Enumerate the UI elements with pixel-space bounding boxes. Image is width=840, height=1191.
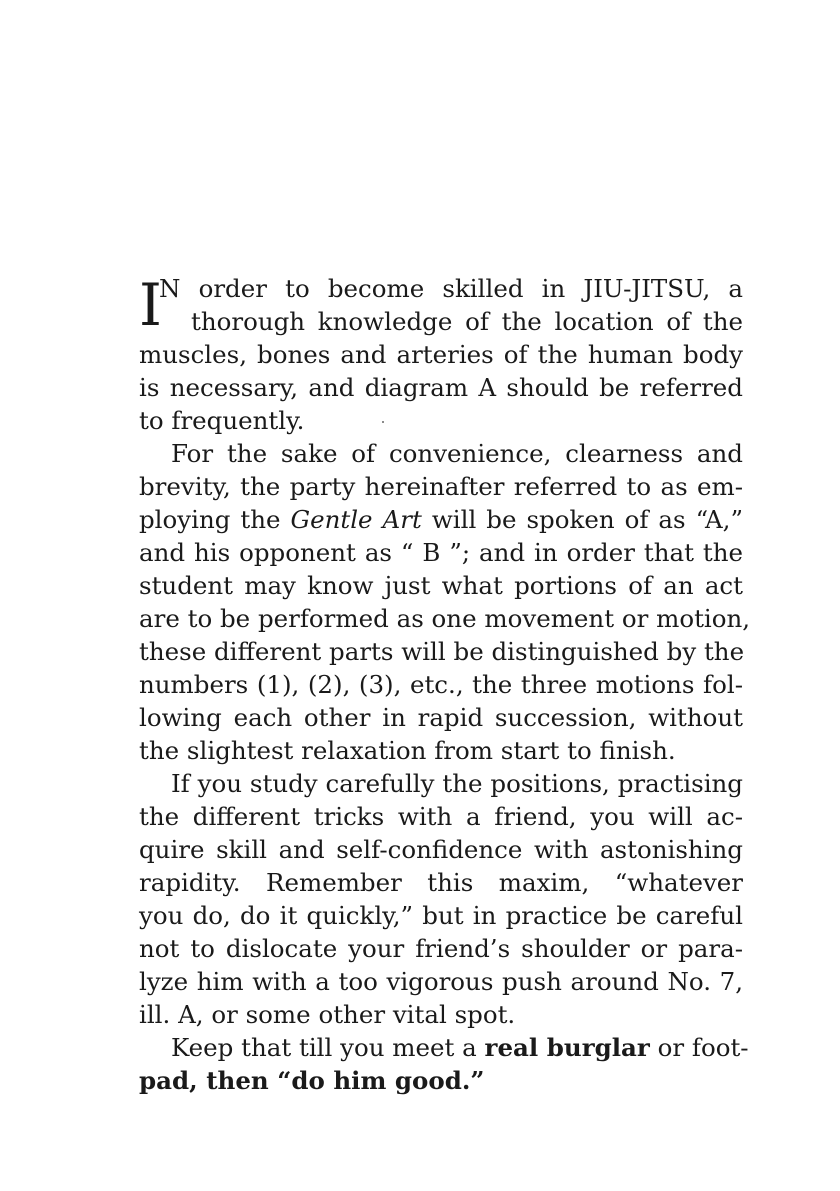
paragraph-2 — [139, 437, 751, 767]
text-segment: ploying the — [139, 505, 281, 534]
text-line: the slightest relaxation from start to finish. — [139, 736, 676, 765]
body-text — [139, 272, 751, 1097]
ink-speck — [382, 421, 384, 423]
bold-text: real burglar — [484, 1033, 650, 1062]
text-line: pad, then “do him good.” — [139, 1066, 485, 1095]
text-line: For the sake of convenience, clearness and — [171, 439, 743, 468]
text-line: muscles, bones and arteries of the human body — [139, 340, 743, 369]
text-line: the different tricks with a friend, you will ac- — [139, 802, 743, 831]
text-line: student may know just what portions of an act — [139, 571, 743, 600]
text-line — [139, 503, 743, 536]
text-line: quire skill and self-confidence with astonishing — [139, 835, 743, 864]
paragraph-1 — [139, 272, 743, 437]
text-line: thorough knowledge of the location of the — [191, 307, 743, 336]
text-line: numbers (1), (2), (3), etc., the three motions fol- — [139, 670, 743, 699]
text-line: ill. A, or some other vital spot. — [139, 1000, 516, 1029]
text-line: rapidity. Remember this maxim, “whatever — [139, 868, 743, 897]
text-segment: or foot- — [657, 1033, 749, 1062]
text-segment: Keep that till you meet a — [171, 1033, 477, 1062]
emphasis-text: Gentle Art — [290, 505, 422, 534]
text-line: you do, do it quickly,” but in practice be careful — [139, 901, 743, 930]
text-line: If you study carefully the positions, practising — [171, 769, 743, 798]
text-line: N order to become skilled in JIU-JITSU, a — [159, 274, 743, 303]
text-line: lowing each other in rapid succession, without — [139, 703, 743, 732]
text-line: to frequently. — [139, 406, 305, 435]
text-line: lyze him with a too vigorous push around No. 7, — [139, 967, 743, 996]
text-line — [139, 1031, 749, 1064]
text-segment: will be spoken of as “A,” — [431, 505, 743, 534]
drop-cap: I — [139, 271, 162, 339]
text-line: not to dislocate your friend’s shoulder or para- — [139, 934, 743, 963]
text-line: brevity, the party hereinafter referred to as em- — [139, 472, 743, 501]
paragraph-3 — [139, 767, 743, 1031]
text-line: these different parts will be distinguished by the — [139, 637, 745, 666]
text-line: is necessary, and diagram A should be referred — [139, 373, 743, 402]
paragraph-4 — [139, 1031, 749, 1097]
text-line: and his opponent as “ B ”; and in order that the — [139, 538, 743, 567]
text-line: are to be performed as one movement or motion, — [139, 604, 751, 633]
